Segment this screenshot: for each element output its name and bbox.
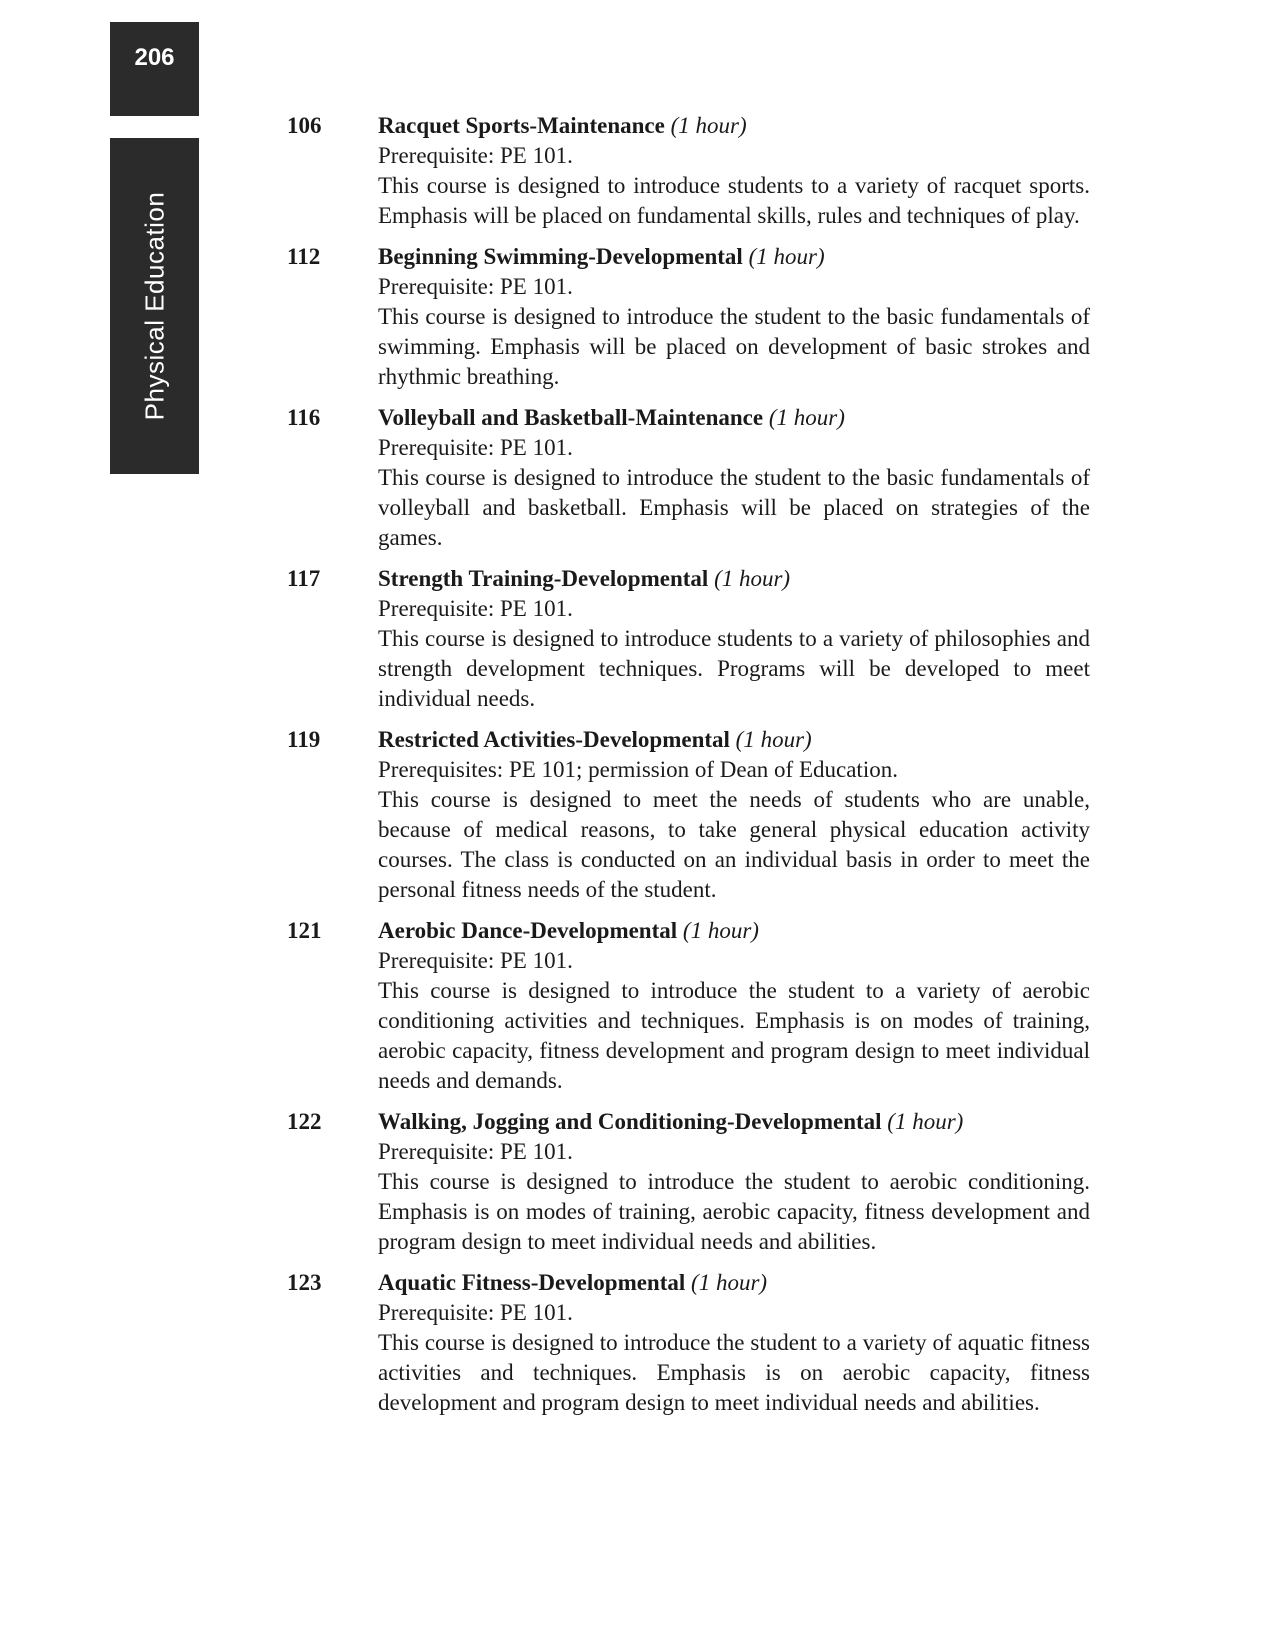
course-title: Aquatic Fitness-Developmental bbox=[378, 1270, 686, 1295]
course-entry bbox=[0, 1107, 1275, 1257]
course-prerequisite: Prerequisite: PE 101. bbox=[378, 435, 573, 460]
course-title: Beginning Swimming-Developmental bbox=[378, 244, 743, 269]
course-hours: (1 hour) bbox=[768, 405, 845, 430]
course-hours: (1 hour) bbox=[887, 1109, 964, 1134]
course-description: This course is designed to introduce the student to aerobic conditioning. Emphasis is on modes of training, aerobic capacity, fitness development and program design to meet individual needs and abilities. bbox=[378, 1169, 1090, 1254]
course-description: This course is designed to introduce the student to a variety of aerobic conditioning activities and techniques. Emphasis is on modes of training, aerobic capacity, fitness development and program design to meet individual needs and demands. bbox=[378, 978, 1090, 1093]
course-hours: (1 hour) bbox=[735, 727, 812, 752]
course-number: 116 bbox=[287, 405, 321, 430]
course-entry bbox=[0, 564, 1275, 714]
section-label: Physical Education bbox=[139, 191, 170, 421]
course-prerequisite: Prerequisite: PE 101. bbox=[378, 1139, 573, 1164]
course-description: This course is designed to introduce the student to the basic fundamentals of swimming. Emphasis will be placed on development of basic strokes and rhythmic breathing. bbox=[378, 304, 1090, 389]
course-list bbox=[0, 111, 1275, 1429]
course-title: Walking, Jogging and Conditioning-Developmental bbox=[378, 1109, 882, 1134]
course-number: 117 bbox=[287, 566, 321, 591]
course-entry bbox=[0, 1268, 1275, 1418]
course-entry bbox=[0, 111, 1275, 231]
course-heading bbox=[378, 1107, 1090, 1137]
course-title: Racquet Sports-Maintenance bbox=[378, 113, 665, 138]
course-description: This course is designed to introduce the student to a variety of aquatic fitness activities and techniques. Emphasis is on aerobic capacity, fitness development and program design to meet individual needs and abilities. bbox=[378, 1330, 1090, 1415]
course-body bbox=[378, 403, 1090, 553]
course-body bbox=[378, 564, 1090, 714]
course-body bbox=[378, 111, 1090, 231]
course-title: Volleyball and Basketball-Maintenance bbox=[378, 405, 764, 430]
course-prerequisite: Prerequisite: PE 101. bbox=[378, 596, 573, 621]
course-number: 112 bbox=[287, 244, 321, 269]
course-title: Aerobic Dance-Developmental bbox=[378, 918, 678, 943]
course-number: 123 bbox=[287, 1270, 322, 1295]
course-number: 106 bbox=[287, 113, 322, 138]
course-hours: (1 hour) bbox=[714, 566, 791, 591]
course-title: Restricted Activities-Developmental bbox=[378, 727, 730, 752]
course-prerequisite: Prerequisite: PE 101. bbox=[378, 1300, 573, 1325]
course-prerequisite: Prerequisites: PE 101; permission of Dean of Education. bbox=[378, 757, 898, 782]
course-description: This course is designed to introduce students to a variety of philosophies and strength development techniques. Programs will be developed to meet individual needs. bbox=[378, 626, 1090, 711]
course-heading bbox=[378, 242, 1090, 272]
course-body bbox=[378, 1107, 1090, 1257]
course-heading bbox=[378, 1268, 1090, 1298]
course-entry bbox=[0, 725, 1275, 905]
course-description: This course is designed to introduce students to a variety of racquet sports. Emphasis will be placed on fundamental skills, rules and techniques of play. bbox=[378, 173, 1090, 228]
course-entry bbox=[0, 242, 1275, 392]
course-heading bbox=[378, 725, 1090, 755]
course-body bbox=[378, 725, 1090, 905]
course-prerequisite: Prerequisite: PE 101. bbox=[378, 274, 573, 299]
course-description: This course is designed to meet the needs of students who are unable, because of medical reasons, to take general physical education activity courses. The class is conducted on an individual basis in order to meet the personal fitness needs of the student. bbox=[378, 787, 1090, 902]
course-heading bbox=[378, 916, 1090, 946]
course-heading bbox=[378, 111, 1090, 141]
course-body bbox=[378, 242, 1090, 392]
course-body bbox=[378, 1268, 1090, 1418]
course-heading bbox=[378, 403, 1090, 433]
course-entry bbox=[0, 916, 1275, 1096]
course-heading bbox=[378, 564, 1090, 594]
course-hours: (1 hour) bbox=[682, 918, 759, 943]
course-hours: (1 hour) bbox=[670, 113, 747, 138]
course-hours: (1 hour) bbox=[691, 1270, 768, 1295]
course-prerequisite: Prerequisite: PE 101. bbox=[378, 143, 573, 168]
course-number: 119 bbox=[287, 727, 321, 752]
page-number: 206 bbox=[134, 44, 175, 71]
course-hours: (1 hour) bbox=[748, 244, 825, 269]
course-description: This course is designed to introduce the student to the basic fundamentals of volleyball and basketball. Emphasis will be placed on strategies of the games. bbox=[378, 465, 1090, 550]
course-entry bbox=[0, 403, 1275, 553]
course-body bbox=[378, 916, 1090, 1096]
course-title: Strength Training-Developmental bbox=[378, 566, 709, 591]
course-number: 121 bbox=[287, 918, 322, 943]
course-number: 122 bbox=[287, 1109, 322, 1134]
course-prerequisite: Prerequisite: PE 101. bbox=[378, 948, 573, 973]
